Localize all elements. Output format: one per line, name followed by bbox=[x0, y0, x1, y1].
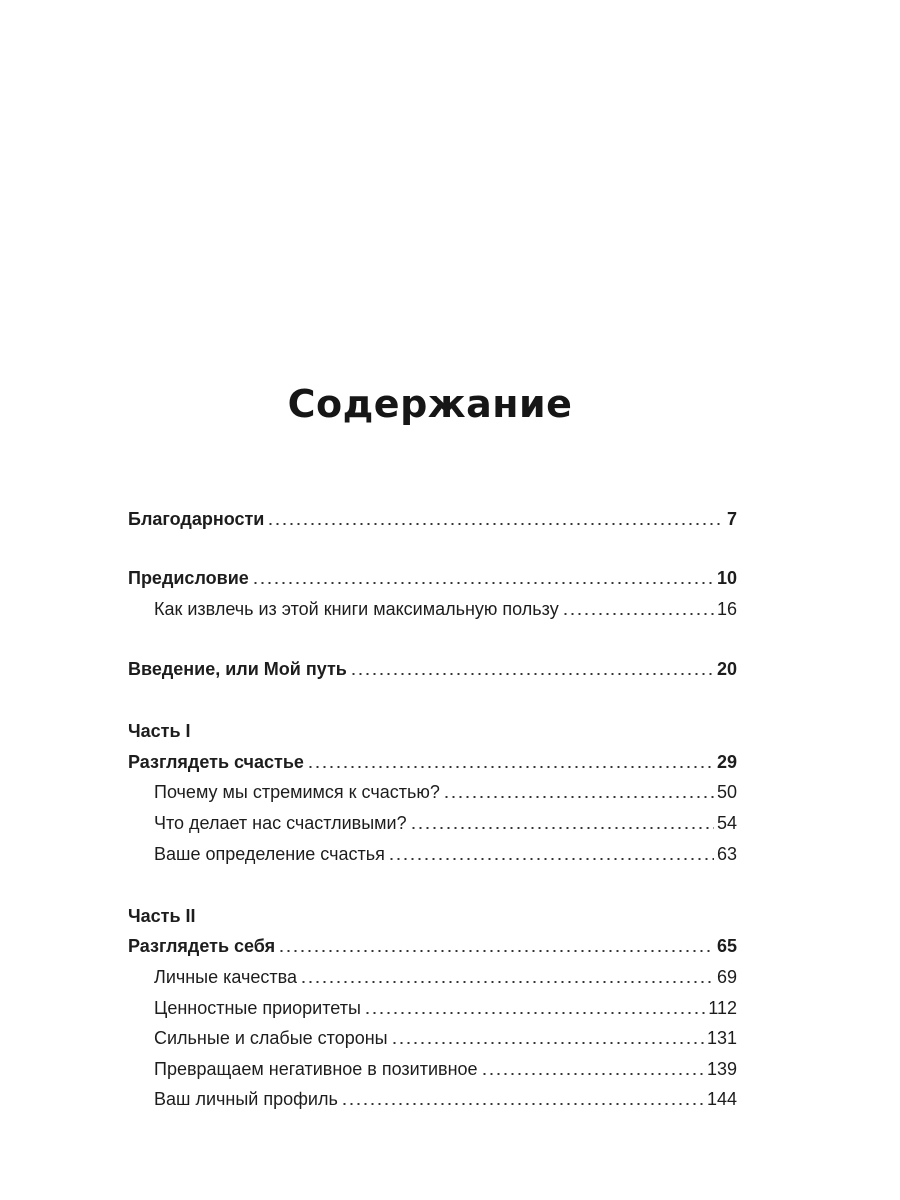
toc-entry-strengths-weaknesses[interactable] bbox=[154, 1027, 737, 1049]
toc-entry-label: Ваше определение счастья bbox=[154, 844, 385, 864]
toc-entry-label: Ваш личный профиль bbox=[154, 1089, 338, 1109]
toc-entry-label: Личные качества bbox=[154, 967, 298, 987]
dot-leader bbox=[481, 1073, 704, 1075]
toc-entry-label: Разглядеть счастье bbox=[128, 752, 304, 772]
toc-entry-acknowledgements[interactable] bbox=[128, 508, 737, 530]
toc-entry-label: Что делает нас счастливыми? bbox=[154, 813, 407, 833]
toc-entry-label: Благодарности bbox=[128, 509, 265, 529]
toc-page-number: 29 bbox=[716, 752, 737, 772]
dot-leader bbox=[307, 766, 714, 768]
toc-entry-how-to-use[interactable] bbox=[154, 598, 737, 620]
toc-entry-see-happiness[interactable] bbox=[128, 751, 737, 773]
toc-page-number: 139 bbox=[706, 1059, 737, 1079]
toc-page-number: 112 bbox=[708, 998, 737, 1018]
toc-entry-personal-qualities[interactable] bbox=[154, 966, 737, 988]
toc-entry-negative-to-positive[interactable] bbox=[154, 1058, 737, 1080]
toc-entry-what-makes-happy[interactable] bbox=[154, 812, 737, 834]
toc-page-number: 63 bbox=[716, 844, 737, 864]
dot-leader bbox=[267, 523, 724, 525]
dot-leader bbox=[391, 1042, 704, 1044]
toc-entry-why-happiness[interactable] bbox=[154, 781, 737, 803]
page-title: Содержание bbox=[287, 382, 573, 426]
toc-entry-label: Как извлечь из этой книги максимальную пользу bbox=[154, 599, 559, 619]
toc-page-number: 16 bbox=[716, 599, 737, 619]
toc-page-number: 144 bbox=[706, 1089, 737, 1109]
toc-entry-value-priorities[interactable] bbox=[154, 997, 737, 1019]
toc-entry-foreword[interactable] bbox=[128, 567, 737, 589]
dot-leader bbox=[562, 613, 714, 615]
dot-leader bbox=[278, 950, 714, 952]
toc-entry-label: Предисловие bbox=[128, 568, 249, 588]
toc-page-number: 7 bbox=[726, 509, 737, 529]
toc-page-number: 10 bbox=[716, 568, 737, 588]
toc-entry-introduction[interactable] bbox=[128, 658, 737, 680]
dot-leader bbox=[364, 1012, 705, 1014]
toc-entry-label: Ценностные приоритеты bbox=[154, 998, 361, 1018]
toc-page-number: 65 bbox=[716, 936, 737, 956]
toc-entry-your-definition[interactable] bbox=[154, 843, 737, 865]
part-heading: Часть I bbox=[128, 721, 191, 741]
dot-leader bbox=[410, 827, 714, 829]
dot-leader bbox=[341, 1103, 704, 1105]
toc-page-number: 69 bbox=[716, 967, 737, 987]
dot-leader bbox=[443, 796, 714, 798]
dot-leader bbox=[388, 858, 714, 860]
toc-entry-label: Сильные и слабые стороны bbox=[154, 1028, 388, 1048]
toc-entry-label: Почему мы стремимся к счастью? bbox=[154, 782, 440, 802]
dot-leader bbox=[252, 582, 714, 584]
dot-leader bbox=[350, 673, 714, 675]
toc-entry-personal-profile[interactable] bbox=[154, 1088, 737, 1110]
dot-leader bbox=[300, 981, 714, 983]
toc-entry-label: Введение, или Мой путь bbox=[128, 659, 347, 679]
toc-entry-label: Разглядеть себя bbox=[128, 936, 276, 956]
part-heading: Часть II bbox=[128, 906, 196, 926]
toc-entry-label: Превращаем негативное в позитивное bbox=[154, 1059, 478, 1079]
toc-page-number: 54 bbox=[716, 813, 737, 833]
toc-entry-see-yourself[interactable] bbox=[128, 935, 737, 957]
toc-page-number: 131 bbox=[706, 1028, 737, 1048]
toc-page-number: 50 bbox=[716, 782, 737, 802]
toc-page-number: 20 bbox=[716, 659, 737, 679]
